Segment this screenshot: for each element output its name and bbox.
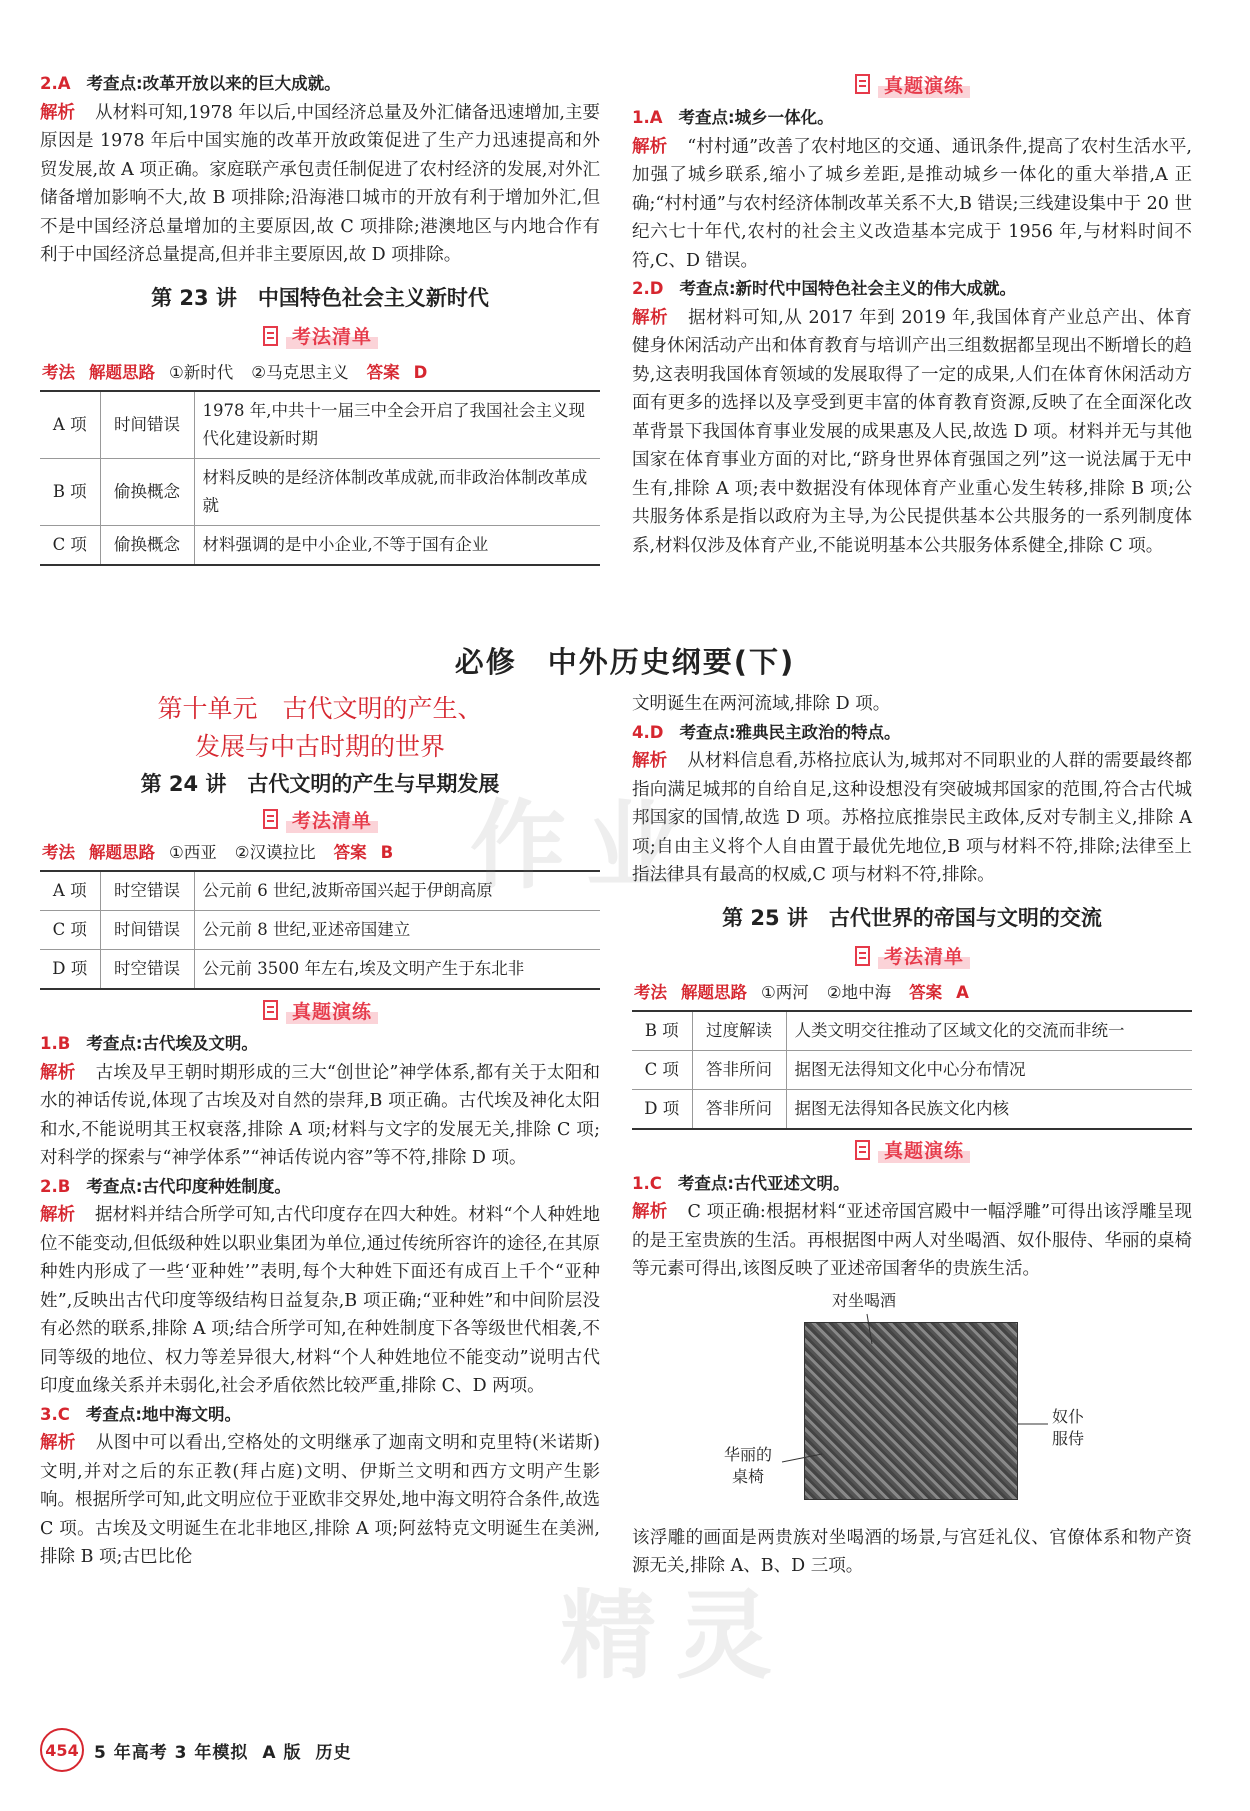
notepad-icon [854, 72, 872, 96]
watermark-text: 作业 [470, 790, 702, 902]
notepad-icon [262, 324, 280, 348]
notepad-icon [262, 807, 280, 831]
left-column-top [40, 70, 600, 566]
figure-label-right: 奴仆 服侍 [1052, 1406, 1085, 1448]
relief-figure [632, 1284, 1192, 1524]
notepad-icon [854, 944, 872, 968]
figure-leader-lines [632, 1284, 1192, 1524]
question-heading: 2.A 考查点:改革开放以来的巨大成就。 [40, 74, 341, 93]
notepad-icon [854, 1138, 872, 1162]
analysis-paragraph: 解析 C 项正确:根据材料“亚述帝国宫殿中一幅浮雕”可得出该浮雕呈现的是王室贵族的生活。再根据图中两人对坐喝酒、奴仆服侍、华丽的桌椅等元素可得出,该图反映了亚述帝国奢华的贵族生活。 [632, 1202, 1192, 1279]
table-row: B 项 过度解读 人类文明交往推动了区域文化的交流而非统一 [632, 1011, 1192, 1051]
table-row: A 项 时空错误 公元前 6 世纪,波斯帝国兴起于伊朗高原 [40, 871, 600, 911]
section-badge: 真题演练 [632, 1130, 1192, 1170]
table-row: C 项 时间错误 公元前 8 世纪,亚述帝国建立 [40, 911, 600, 950]
options-table [40, 390, 600, 566]
figure-label-top: 对坐喝酒 [832, 1290, 897, 1310]
footer-text: 5 年高考 3 年模拟 A 版 历史 [94, 1742, 352, 1763]
analysis-paragraph: 解析 据材料可知,从 2017 年到 2019 年,我国体育产业总产出、体育健身休闲活动产出和体育教育与培训产出三组数据都呈现出不断增长的趋势,这表明我国体育领域的发展取得了一定的成果,人们在体育休闲活动方面有更多的选择以及享受到更丰富的体育教育资源,反映了在全面深化改革背景下我国体育事业发展的成果惠及人民,故选 D 项。材料并无与其他国家在体育事业方面的对比,“跻身世界体育强国之列”这一说法属于无中生有,排除 A 项;表中数据没有体现体育产业重心发生转移,排除 B 项;公共服务体系是指以政府为主导,为公民提供基本公共服务的一系列制度体系,材料仅涉及体育产业,不能说明基本公共服务体系健全,排除 C 项。 [632, 307, 1192, 556]
left-column-bottom [40, 690, 600, 1572]
question-heading: 4.D 考查点:雅典民主政治的特点。 [632, 722, 901, 742]
analysis-paragraph: 解析 从材料可知,1978 年以后,中国经济总量及外汇储备迅速增加,主要原因是 1978 年后中国实施的改革开放政策促进了生产力迅速提高和外贸发展,故 A 项正确。家庭联产承包责任制促进了农村经济的发展,对外汇储备增加影响不大,故 B 项排除;沿海港口城市的开放有利于增加外汇,但不是中国经济总量增加的主要原因,故 C 项排除;港澳地区与内地合作有利于中国经济总量提高,但并非主要原因,故 D 项排除。 [40, 102, 601, 265]
watermark-text: 精灵 [560, 1580, 792, 1692]
question-heading: 1.A 考查点:城乡一体化。 [632, 108, 834, 127]
table-row: A 项 时间错误 1978 年,中共十一届三中全会开启了我国社会主义现代化建设新时期 [40, 391, 600, 459]
method-line: 考法 解题思路 ①两河 ②地中海 答案 A [634, 982, 969, 1002]
unit-title-line1: 第十单元 古代文明的产生、 [157, 694, 483, 723]
section-badge: 考法清单 [40, 802, 600, 836]
section-badge: 真题演练 [40, 990, 600, 1030]
table-row: C 项 答非所问 据图无法得知文化中心分布情况 [632, 1050, 1192, 1089]
section-badge: 考法清单 [40, 316, 600, 356]
right-column-bottom [632, 690, 1192, 1581]
question-heading: 2.B 考查点:古代印度种姓制度。 [40, 1176, 291, 1196]
table-row: C 项 偷换概念 材料强调的是中小企业,不等于国有企业 [40, 525, 600, 565]
right-column-top [632, 64, 1192, 560]
method-line: 考法 解题思路 ①西亚 ②汉谟拉比 答案 B [42, 843, 394, 862]
section-badge: 真题演练 [632, 64, 1192, 104]
question-heading: 2.D 考查点:新时代中国特色社会主义的伟大成就。 [632, 279, 1017, 298]
options-table [632, 1010, 1192, 1130]
analysis-paragraph: 解析 从材料信息看,苏格拉底认为,城邦对不同职业的人群的需要最终都指向满足城邦的自给自足,这种设想没有突破城邦国家的范围,符合古代城邦国家的国情,故选 D 项。苏格拉底推崇民主政体,反对专制主义,排除 A 项;自由主义将个人自由置于最优先地位,B 项与材料不符,排除;法律至上指法律具有最高的权威,C 项与材料不符,排除。 [632, 751, 1192, 885]
page-footer [40, 1728, 366, 1772]
analysis-paragraph: 解析 据材料并结合所学可知,古代印度存在四大种姓。材料“个人种姓地位不能变动,但低级种姓以职业集团为单位,通过传统所容许的途径,在其原种姓内形成了一些‘亚种姓’”表明,每个大种姓下面还有成百上千个“亚种姓”,反映出古代印度等级结构日益复杂,B 项正确;“亚种姓”和中间阶层没有必然的联系,排除 A 项;结合所学可知,在种姓制度下各等级世代相袭,不同等级的地位、权力等差异很大,材料“个人种姓地位不能变动”说明古代印度血缘关系并未弱化,社会矛盾依然比较严重,排除 C、D 两项。 [40, 1205, 600, 1396]
question-heading: 1.C 考查点:古代亚述文明。 [632, 1173, 850, 1193]
method-line: 考法 解题思路 ①新时代 ②马克思主义 答案 D [42, 362, 428, 382]
analysis-paragraph: 该浮雕的画面是两贵族对坐喝酒的场景,与宫廷礼仪、官僚体系和物产资源无关,排除 A、B、D 三项。 [632, 1527, 1192, 1576]
analysis-paragraph: 解析 “村村通”改善了农村地区的交通、通讯条件,提高了农村生活水平,加强了城乡联系,缩小了城乡差距,是推动城乡一体化的重大举措,A 正确;“村村通”与农村经济体制改革关系不大,B 错误;三线建设集中于 20 世纪六七十年代,农村的社会主义改造基本完成于 1956 年,与材料时间不符,C、D 错误。 [632, 136, 1192, 271]
question-heading: 1.B 考查点:古代埃及文明。 [40, 1034, 258, 1053]
analysis-paragraph: 解析 从图中可以看出,空格处的文明继承了迦南文明和克里特(米诺斯)文明,并对之后的东正教(拜占庭)文明、伊斯兰文明和西方文明产生影响。根据所学可知,此文明应位于亚欧非交界处,地中海文明符合条件,故选 C 项。古埃及文明诞生在北非地区,排除 A 项;阿兹特克文明诞生在美洲,排除 B 项;古巴比伦 [40, 1433, 600, 1567]
page-number: 454 [40, 1728, 84, 1772]
notepad-icon [262, 998, 280, 1022]
table-row: D 项 时空错误 公元前 3500 年左右,埃及文明产生于东北非 [40, 950, 600, 990]
analysis-paragraph: 解析 古埃及早王朝时期形成的三大“创世论”神学体系,都有关于太阳和水的神话传说,体现了古埃及对自然的崇拜,B 项正确。古代埃及神化太阳和水,不能说明其王权衰落,排除 A 项;材料与文字的发展无关,排除 C 项;对科学的探索与“神学体系”“神话传说内容”等不符,排除 D 项。 [40, 1062, 600, 1168]
question-heading: 3.C 考查点:地中海文明。 [40, 1404, 241, 1424]
unit-title-line2: 发展与中古时期的世界 [194, 732, 445, 761]
table-row: D 项 答非所问 据图无法得知各民族文化内核 [632, 1089, 1192, 1129]
lecture-title: 第 24 讲 古代文明的产生与早期发展 [140, 772, 500, 796]
options-table [40, 870, 600, 990]
lecture-title: 第 23 讲 中国特色社会主义新时代 [151, 285, 489, 310]
continued-paragraph: 文明诞生在两河流域,排除 D 项。 [632, 694, 891, 714]
table-row: B 项 偷换概念 材料反映的是经济体制改革成就,而非政治体制改革成就 [40, 458, 600, 525]
section-title: 必修 中外历史纲要(下) [454, 645, 796, 679]
section-badge: 考法清单 [632, 936, 1192, 976]
figure-label-left: 华丽的 桌椅 [724, 1444, 773, 1486]
lecture-title: 第 25 讲 古代世界的帝国与文明的交流 [722, 905, 1102, 930]
